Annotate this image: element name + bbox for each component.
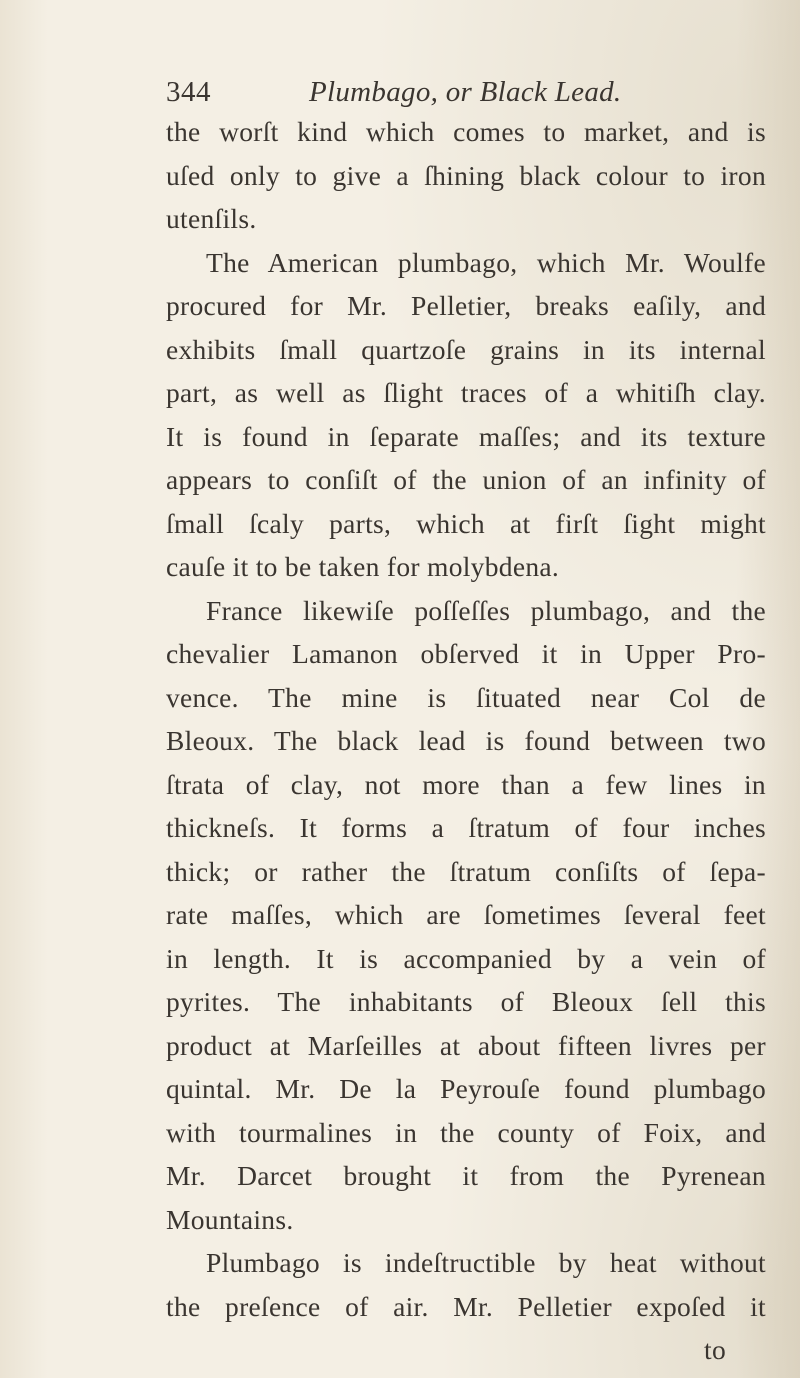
catchword: to (704, 1334, 726, 1365)
body-text (166, 110, 766, 1372)
text-line: France likewiſe poſſeſſes plumbago, and the (206, 594, 766, 626)
text-line: The American plumbago, which Mr. Woulfe (206, 246, 766, 278)
text-line: uſed only to give a ſhining black colour to iron (166, 159, 766, 191)
text-line: cauſe it to be taken for molybdena. (166, 551, 560, 582)
text-line: vence. The mine is ſituated near Col de (166, 681, 766, 713)
running-title: Plumbago, or Black Lead. (309, 76, 622, 108)
text-line: the preſence of air. Mr. Pelletier expoſed it (166, 1290, 766, 1322)
text-line: with tourmalines in the county of Foix, and (166, 1116, 766, 1148)
text-line: ſtrata of clay, not more than a few lines in (166, 768, 766, 800)
text-line: Mountains. (166, 1203, 294, 1235)
text-line: Plumbago is indeſtructible by heat without (206, 1247, 766, 1278)
page-number: 344 (166, 76, 211, 108)
text-line: rate maſſes, which are ſometimes ſeveral feet (166, 899, 766, 930)
text-line: product at Marſeilles at about fifteen livres per (166, 1029, 766, 1061)
text-line: ſmall ſcaly parts, which at firſt ſight might (166, 507, 766, 539)
text-line: in length. It is accompanied by a vein of (166, 942, 766, 974)
text-line: chevalier Lamanon obſerved it in Upper Pro- (166, 638, 766, 669)
text-line: thickneſs. It forms a ſtratum of four inches (166, 812, 766, 843)
text-line: Mr. Darcet brought it from the Pyrenean (166, 1160, 766, 1191)
text-line: exhibits ſmall quartzoſe grains in its internal (166, 333, 766, 365)
text-line: pyrites. The inhabitants of Bleoux ſell this (166, 986, 766, 1017)
text-line: Bleoux. The black lead is found between two (166, 725, 766, 756)
text-line: part, as well as ſlight traces of a whitiſh clay. (166, 377, 766, 408)
text-line: thick; or rather the ſtratum conſiſts of ſepa- (166, 855, 766, 887)
text-line: It is found in ſeparate maſſes; and its texture (166, 420, 766, 452)
text-line: appears to conſiſt of the union of an infinity of (166, 464, 766, 495)
text-line: procured for Mr. Pelletier, breaks eaſily, and (166, 290, 766, 321)
text-line: utenſils. (166, 203, 257, 234)
text-line: the worſt kind which comes to market, and is (166, 116, 766, 147)
text-line: quintal. Mr. De la Peyrouſe found plumbago (166, 1073, 766, 1104)
